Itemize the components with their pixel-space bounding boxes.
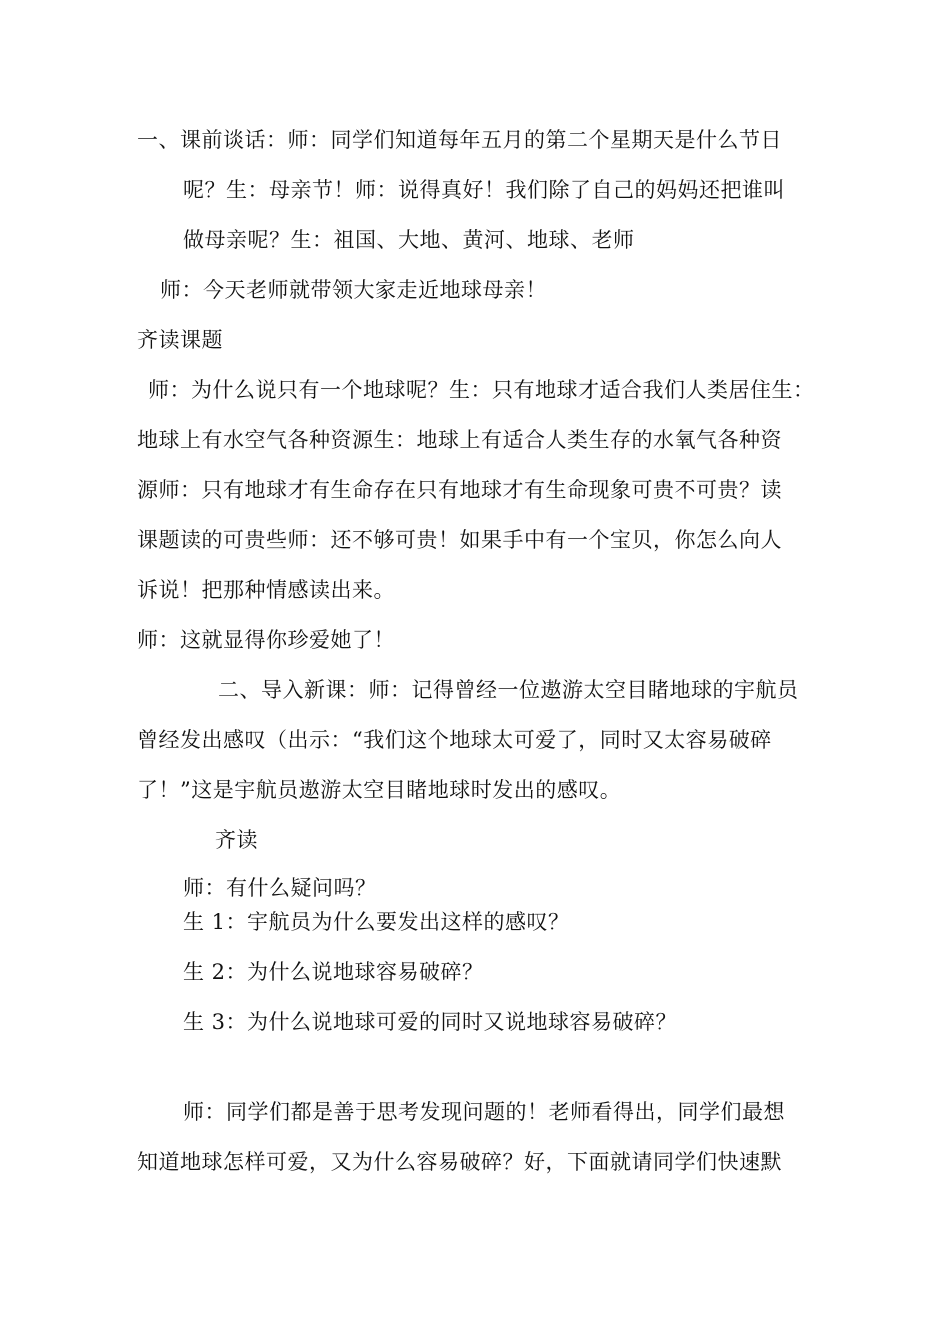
text-line: 师：为什么说只有一个地球呢？生：只有地球才适合我们人类居住生： <box>148 378 815 402</box>
text-line: 生 2：为什么说地球容易破碎？ <box>183 960 484 984</box>
text-line: 生 1：宇航员为什么要发出这样的感叹？ <box>183 910 570 934</box>
text-line: 做母亲呢？生：祖国、大地、黄河、地球、老师 <box>183 228 635 252</box>
text-line: 地球上有水空气各种资源生：地球上有适合人类生存的水氧气各种资 <box>137 428 782 452</box>
text-line: 师：有什么疑问吗？ <box>183 876 377 900</box>
text-line: 知道地球怎样可爱，又为什么容易破碎？好，下面就请同学们快速默 <box>137 1150 782 1174</box>
text-line: 师：这就显得你珍爱她了！ <box>137 628 395 652</box>
text-line: 呢？生：母亲节！师：说得真好！我们除了自己的妈妈还把谁叫 <box>183 178 785 202</box>
text-line: 师：今天老师就带领大家走近地球母亲！ <box>160 278 547 302</box>
text-line: 二、导入新课：师：记得曾经一位遨游太空目睹地球的宇航员 <box>218 678 799 702</box>
text-line: 课题读的可贵些师：还不够可贵！如果手中有一个宝贝，你怎么向人 <box>137 528 782 552</box>
text-line: 齐读课题 <box>137 328 223 352</box>
text-line: 生 3：为什么说地球可爱的同时又说地球容易破碎？ <box>183 1010 678 1034</box>
text-line: 诉说！把那种情感读出来。 <box>137 578 395 602</box>
text-line: 源师：只有地球才有生命存在只有地球才有生命现象可贵不可贵？读 <box>137 478 782 502</box>
text-line: 一、课前谈话：师：同学们知道每年五月的第二个星期天是什么节日 <box>137 128 782 152</box>
text-line: 师：同学们都是善于思考发现问题的！老师看得出，同学们最想 <box>183 1100 785 1124</box>
text-line: 齐读 <box>215 828 258 852</box>
text-line: 曾经发出感叹（出示：“我们这个地球太可爱了，同时又太容易破碎 <box>137 728 772 752</box>
text-line: 了！”这是宇航员遨游太空目睹地球时发出的感叹。 <box>137 778 622 802</box>
